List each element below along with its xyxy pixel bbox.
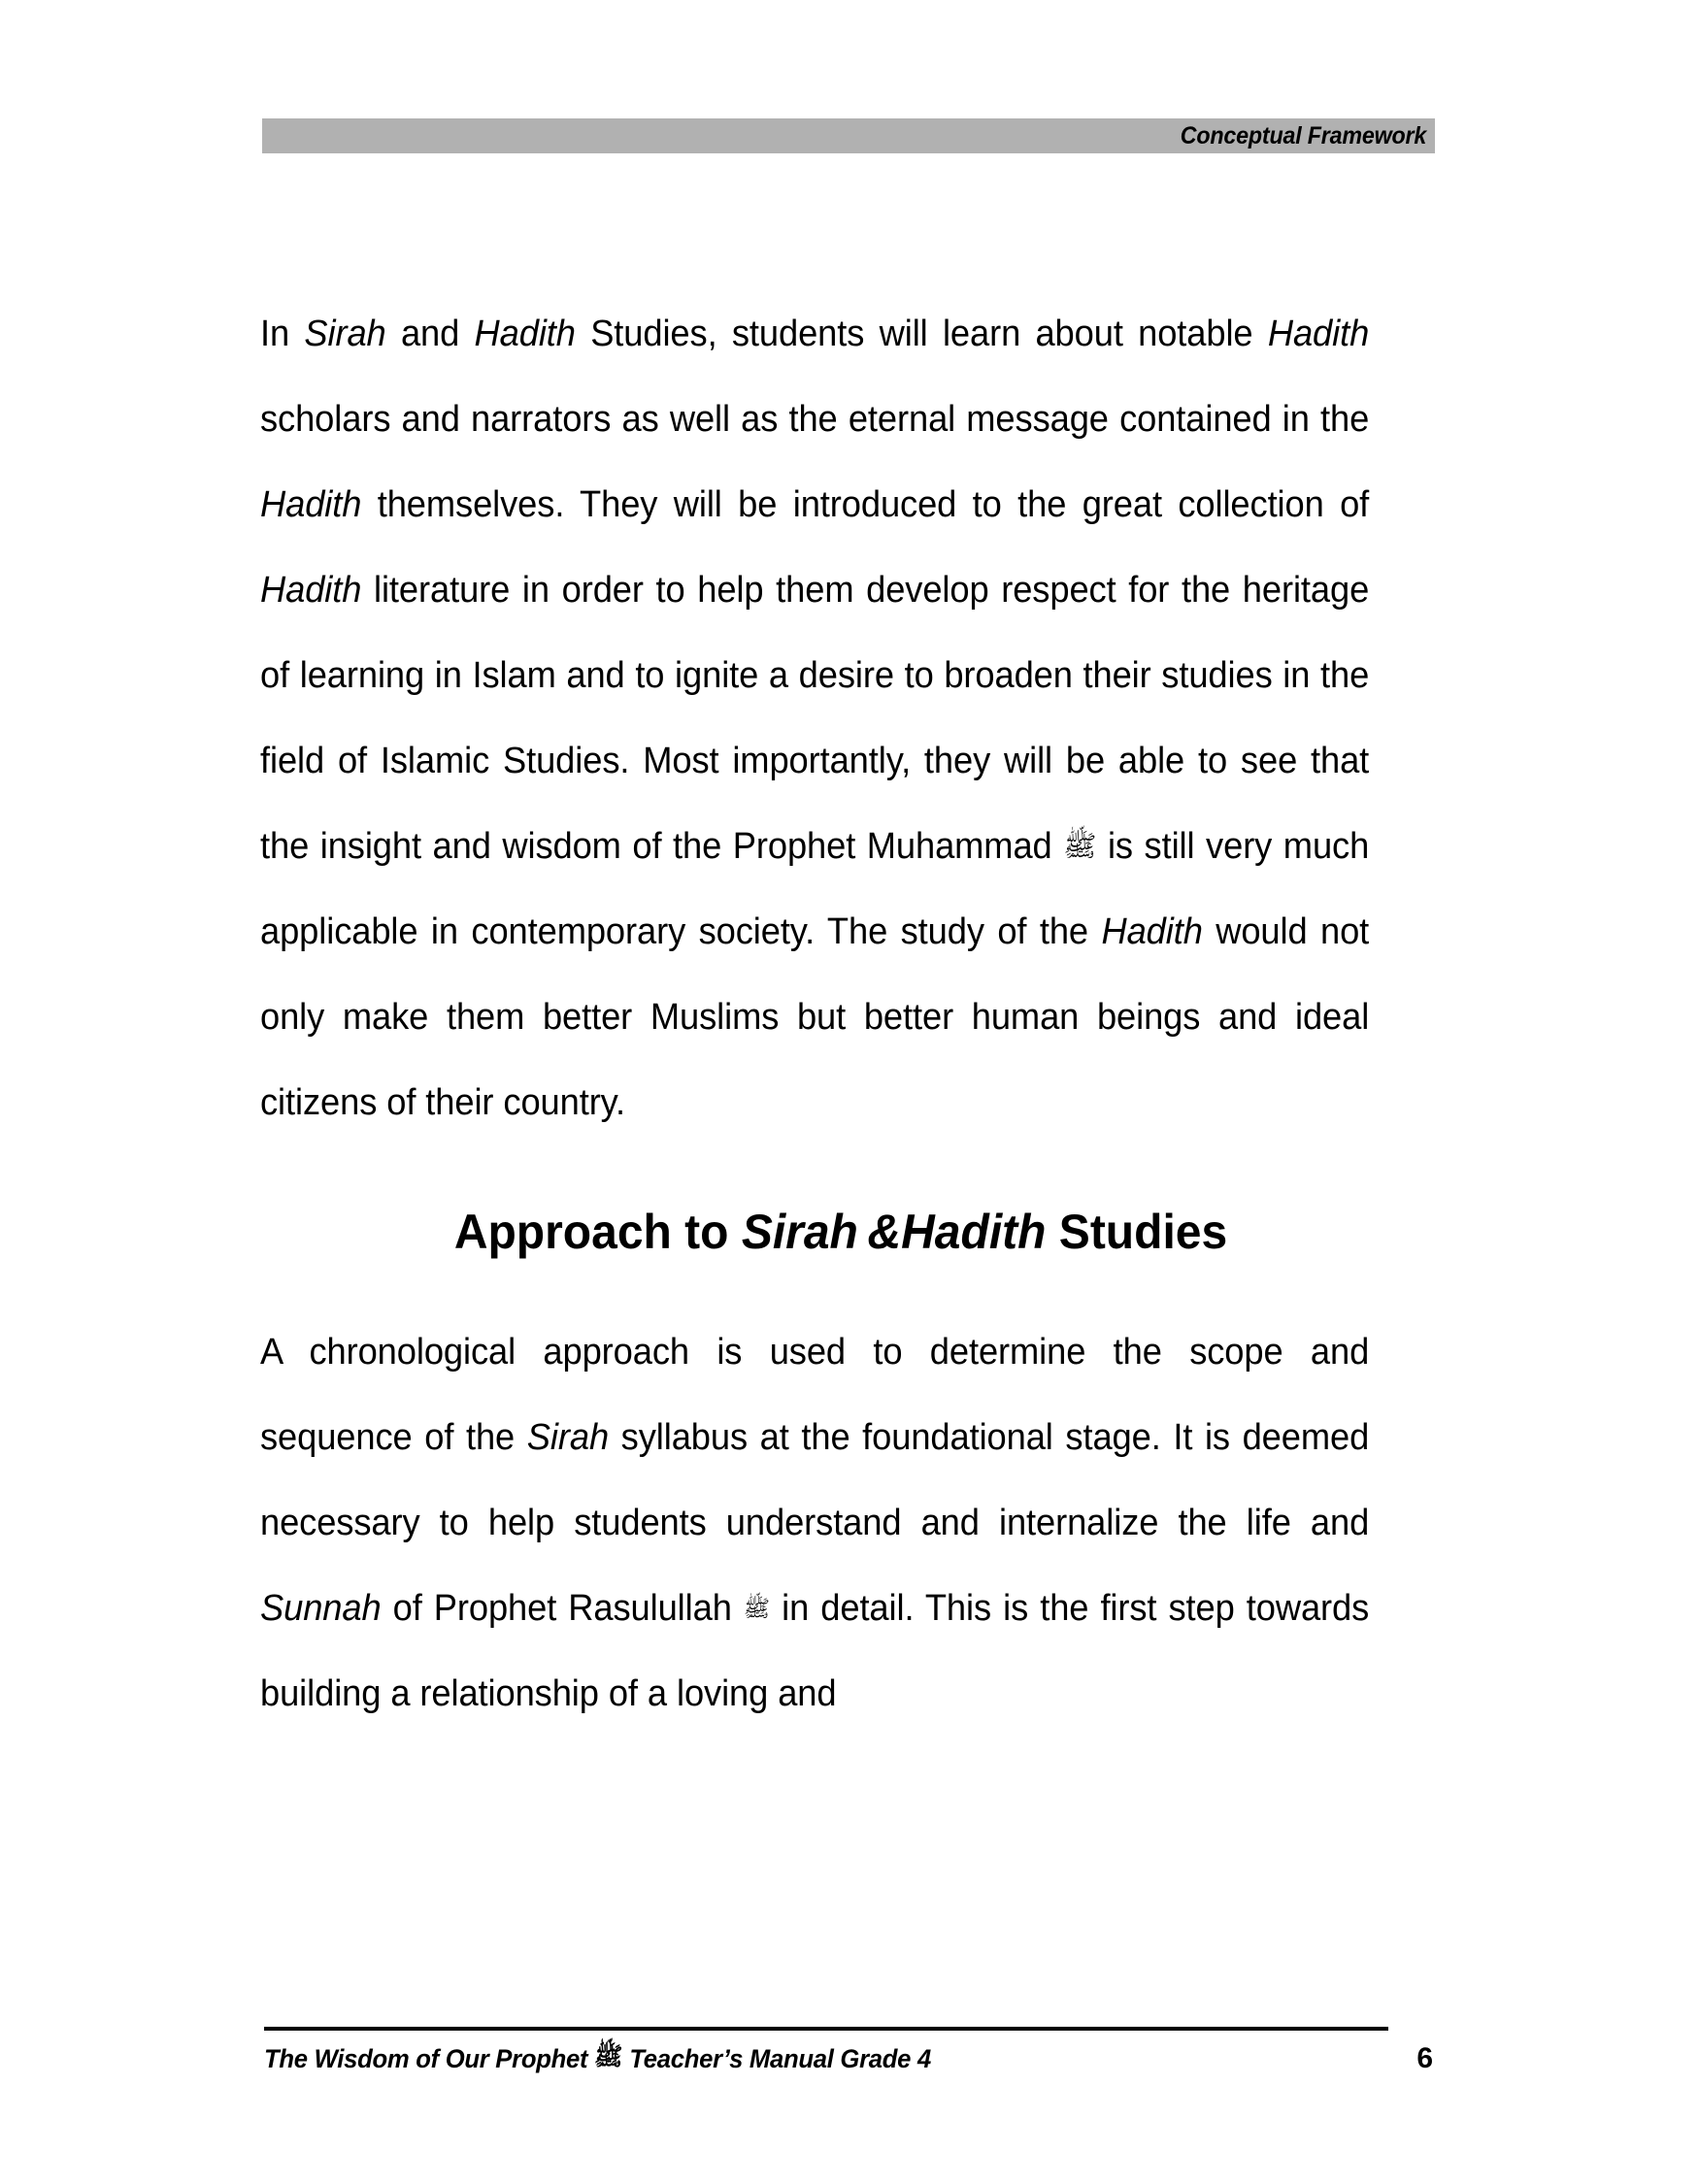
section-heading-part-3: Studies — [1046, 1205, 1228, 1259]
italic-term-hadith: Hadith — [260, 570, 362, 611]
italic-term-hadith: Hadith — [1267, 314, 1370, 354]
italic-term-hadith: Hadith — [474, 314, 576, 354]
footer-book-title: The Wisdom of Our Prophet ﷺ Teacher’s Manual Grade 4 — [264, 2042, 931, 2073]
running-header-title: Conceptual Framework — [1180, 121, 1426, 149]
running-header-band — [262, 118, 1435, 153]
body-paragraph-2: A chronological approach is used to determine the scope and sequence of the Sirah syllabus at the foundational stage. It is deemed necessary to help students understand and internalize the life and Sunnah of Prophet Rasulullah ﷺ in detail. This is the first step towards building a relationship of a loving and — [260, 1332, 1370, 1714]
section-heading-italic-part: Sirah &Hadith — [741, 1205, 1047, 1259]
footer-text-before-glyph: The Wisdom of Our Prophet — [264, 2044, 595, 2073]
italic-term-hadith: Hadith — [1101, 911, 1203, 952]
section-heading-part-1: Approach to — [453, 1205, 742, 1259]
section-heading — [283, 1206, 1398, 1259]
spacer — [260, 1259, 1421, 1309]
footer-divider-rule — [264, 2027, 1388, 2031]
body-paragraph-1: In Sirah and Hadith Studies, students will learn about notable Hadith scholars and narrators as well as the eternal message contained in the Hadith themselves. They will be introduced to the great collection of Hadith literature in order to help them develop respect for the heritage of learning in Islam and to ignite a desire to broaden their studies in the field of Islamic Studies. Most importantly, they will be able to see that the insight and wisdom of the Prophet Muhammad ﷺ is still very much applicable in contemporary society. The study of the Hadith would not only make them better Muslims but better human beings and ideal citizens of their country. — [260, 314, 1370, 1123]
italic-term-sunnah: Sunnah — [260, 1588, 382, 1629]
body-text-column — [260, 291, 1421, 1737]
page-footer — [264, 2042, 1435, 2075]
italic-term-sirah: Sirah — [526, 1417, 610, 1458]
italic-term-sirah: Sirah — [304, 314, 386, 354]
spacer — [260, 1145, 1421, 1206]
footer-text-after-glyph: Teacher’s Manual Grade 4 — [622, 2044, 931, 2073]
italic-term-hadith: Hadith — [260, 484, 362, 525]
page-number: 6 — [1416, 2042, 1433, 2074]
